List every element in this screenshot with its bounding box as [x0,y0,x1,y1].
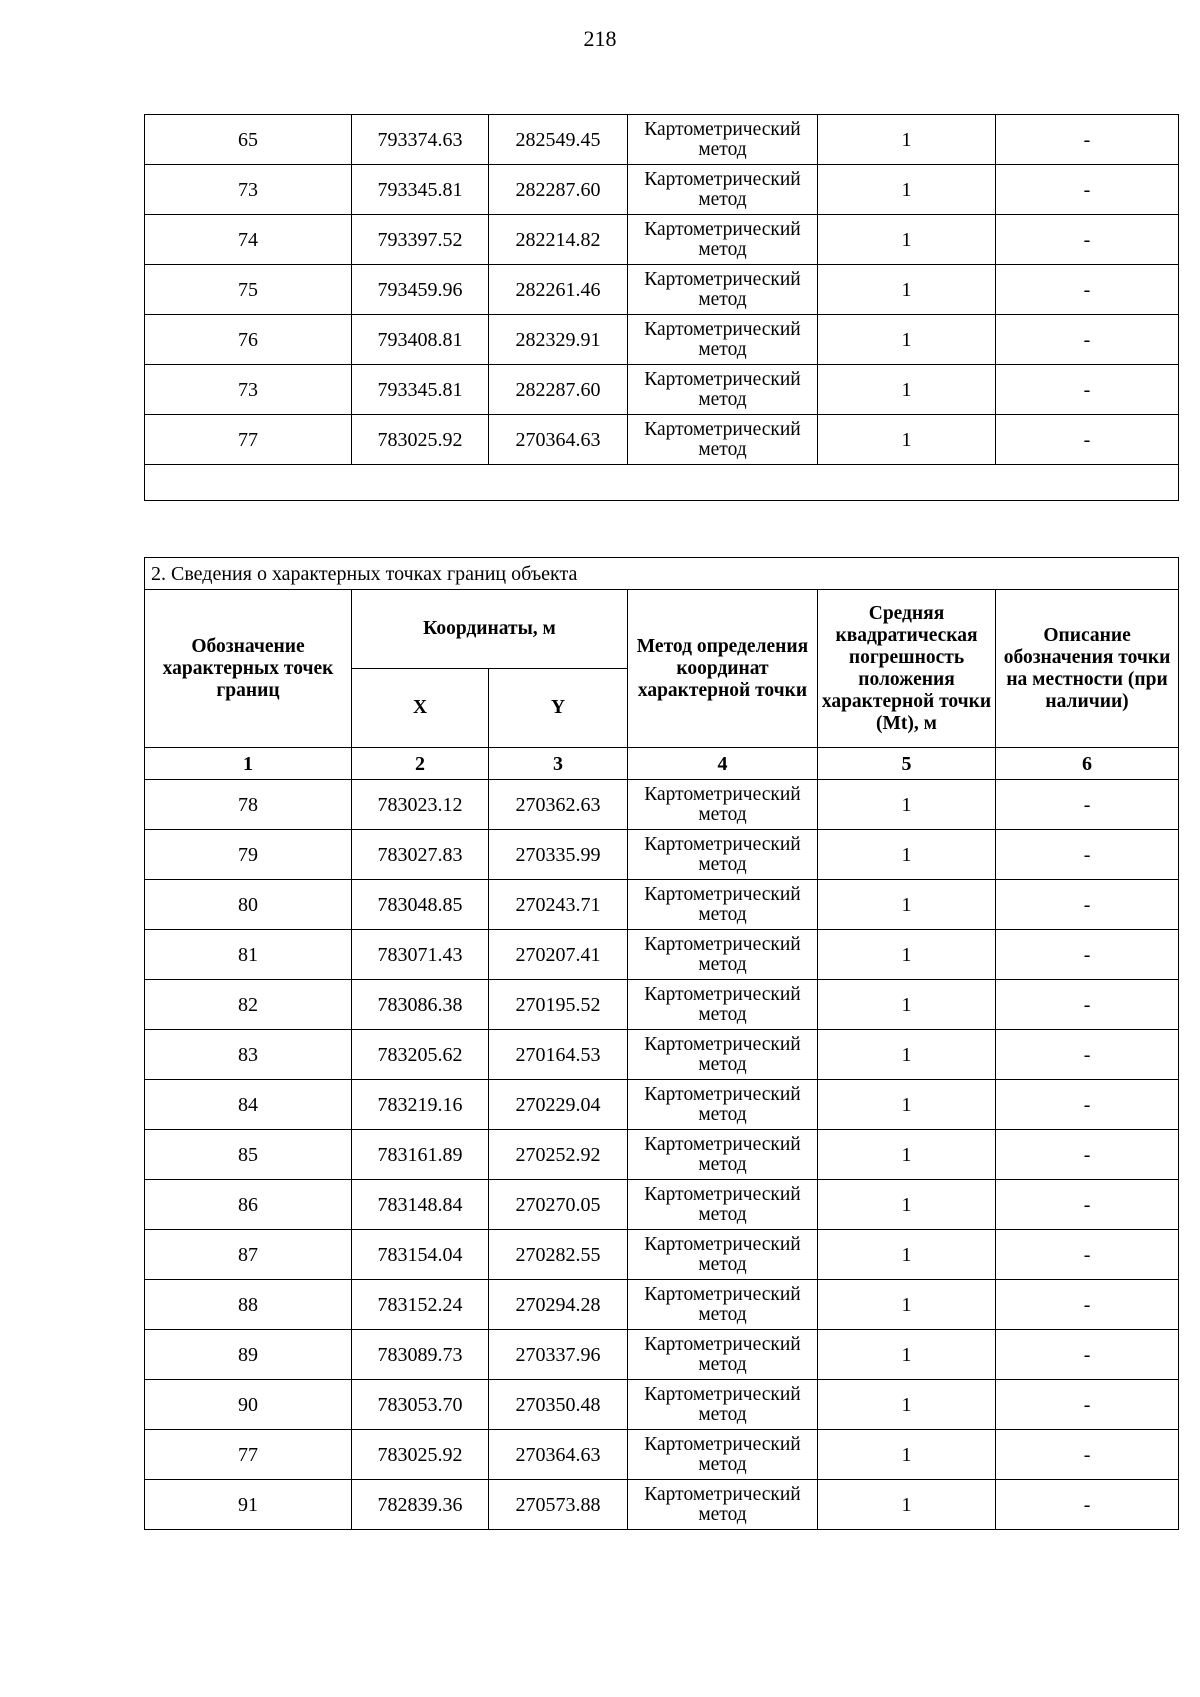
mt-cell: 1 [818,1230,996,1280]
column-number: 1 [145,748,352,780]
column-numbers-row [145,748,1179,780]
table-row [145,880,1179,930]
column-number: 5 [818,748,996,780]
point-cell: 90 [145,1380,352,1430]
x-cell: 783148.84 [352,1180,489,1230]
y-cell: 270337.96 [489,1330,628,1380]
method-cell: Картометрический метод [628,1230,818,1280]
point-cell: 80 [145,880,352,930]
description-cell: - [996,1380,1179,1430]
x-cell: 783219.16 [352,1080,489,1130]
method-cell: Картометрический метод [628,930,818,980]
x-cell: 783023.12 [352,780,489,830]
point-cell: 81 [145,930,352,980]
mt-cell: 1 [818,1130,996,1180]
method-cell: Картометрический метод [628,265,818,315]
table-row [145,930,1179,980]
table-row [145,415,1179,465]
method-cell: Картометрический метод [628,165,818,215]
point-cell: 84 [145,1080,352,1130]
x-cell: 783154.04 [352,1230,489,1280]
y-cell: 270362.63 [489,780,628,830]
point-cell: 85 [145,1130,352,1180]
header-description: Описание обозначения точки на местности (при наличии) [996,590,1179,748]
table-row [145,980,1179,1030]
x-cell: 793345.81 [352,365,489,415]
y-cell: 270282.55 [489,1230,628,1280]
x-cell: 793397.52 [352,215,489,265]
mt-cell: 1 [818,115,996,165]
y-cell: 270252.92 [489,1130,628,1180]
mt-cell: 1 [818,880,996,930]
method-cell: Картометрический метод [628,980,818,1030]
method-cell: Картометрический метод [628,215,818,265]
header-point: Обозначение характерных точек границ [145,590,352,748]
x-cell: 793459.96 [352,265,489,315]
x-cell: 783048.85 [352,880,489,930]
description-cell: - [996,415,1179,465]
table-row [145,1480,1179,1530]
table-row [145,1030,1179,1080]
table-row [145,115,1179,165]
table-row [145,1080,1179,1130]
mt-cell: 1 [818,1430,996,1480]
method-cell: Картометрический метод [628,1430,818,1480]
mt-cell: 1 [818,365,996,415]
description-cell: - [996,315,1179,365]
y-cell: 282549.45 [489,115,628,165]
table-row [145,315,1179,365]
mt-cell: 1 [818,1030,996,1080]
description-cell: - [996,165,1179,215]
y-cell: 282261.46 [489,265,628,315]
x-cell: 783205.62 [352,1030,489,1080]
x-cell: 793408.81 [352,315,489,365]
column-number: 6 [996,748,1179,780]
characteristic-points-table [144,557,1179,1530]
empty-row [145,465,1179,501]
description-cell: - [996,980,1179,1030]
table-row [145,1380,1179,1430]
description-cell: - [996,1030,1179,1080]
y-cell: 282287.60 [489,165,628,215]
column-number: 4 [628,748,818,780]
mt-cell: 1 [818,415,996,465]
method-cell: Картометрический метод [628,1180,818,1230]
y-cell: 282329.91 [489,315,628,365]
x-cell: 783161.89 [352,1130,489,1180]
table-row [145,1130,1179,1180]
description-cell: - [996,930,1179,980]
method-cell: Картометрический метод [628,415,818,465]
y-cell: 282214.82 [489,215,628,265]
mt-cell: 1 [818,1380,996,1430]
point-cell: 89 [145,1330,352,1380]
table-row [145,1430,1179,1480]
description-cell: - [996,880,1179,930]
table-row [145,830,1179,880]
y-cell: 270364.63 [489,1430,628,1480]
point-cell: 79 [145,830,352,880]
y-cell: 270573.88 [489,1480,628,1530]
method-cell: Картометрический метод [628,1280,818,1330]
x-cell: 782839.36 [352,1480,489,1530]
point-cell: 73 [145,365,352,415]
method-cell: Картометрический метод [628,1380,818,1430]
description-cell: - [996,1080,1179,1130]
table-caption-row [145,558,1179,590]
point-cell: 82 [145,980,352,1030]
method-cell: Картометрический метод [628,1480,818,1530]
description-cell: - [996,365,1179,415]
point-cell: 86 [145,1180,352,1230]
mt-cell: 1 [818,215,996,265]
point-cell: 78 [145,780,352,830]
top-table-body [145,115,1179,465]
x-cell: 793345.81 [352,165,489,215]
coordinates-table-continued [144,114,1179,501]
header-coordinates: Координаты, м [352,590,628,669]
description-cell: - [996,1330,1179,1380]
table-row [145,265,1179,315]
y-cell: 270364.63 [489,415,628,465]
header-mt: Средняя квадратическая погрешность положения характерной точки (Mt), м [818,590,996,748]
empty-cell [145,465,1179,501]
header-x: X [352,669,489,748]
x-cell: 783025.92 [352,1430,489,1480]
table-row [145,1180,1179,1230]
table-row [145,1330,1179,1380]
description-cell: - [996,1480,1179,1530]
table-row [145,215,1179,265]
description-cell: - [996,115,1179,165]
method-cell: Картометрический метод [628,830,818,880]
x-cell: 783053.70 [352,1380,489,1430]
page-number: 218 [583,26,617,51]
description-cell: - [996,780,1179,830]
x-cell: 783027.83 [352,830,489,880]
description-cell: - [996,830,1179,880]
description-cell: - [996,215,1179,265]
x-cell: 783089.73 [352,1330,489,1380]
point-cell: 83 [145,1030,352,1080]
description-cell: - [996,1280,1179,1330]
column-number: 2 [352,748,489,780]
y-cell: 282287.60 [489,365,628,415]
x-cell: 783025.92 [352,415,489,465]
mt-cell: 1 [818,1480,996,1530]
y-cell: 270229.04 [489,1080,628,1130]
mt-cell: 1 [818,165,996,215]
mt-cell: 1 [818,1330,996,1380]
method-cell: Картометрический метод [628,1030,818,1080]
mt-cell: 1 [818,265,996,315]
point-cell: 91 [145,1480,352,1530]
method-cell: Картометрический метод [628,1330,818,1380]
point-cell: 87 [145,1230,352,1280]
table-row [145,1280,1179,1330]
mt-cell: 1 [818,780,996,830]
description-cell: - [996,1230,1179,1280]
point-cell: 77 [145,415,352,465]
point-cell: 65 [145,115,352,165]
header-y: Y [489,669,628,748]
x-cell: 783071.43 [352,930,489,980]
method-cell: Картометрический метод [628,115,818,165]
mt-cell: 1 [818,1180,996,1230]
y-cell: 270195.52 [489,980,628,1030]
table-row [145,165,1179,215]
header-row-1 [145,590,1179,669]
point-cell: 77 [145,1430,352,1480]
y-cell: 270294.28 [489,1280,628,1330]
method-cell: Картометрический метод [628,1080,818,1130]
method-cell: Картометрический метод [628,780,818,830]
x-cell: 783086.38 [352,980,489,1030]
y-cell: 270207.41 [489,930,628,980]
point-cell: 75 [145,265,352,315]
description-cell: - [996,265,1179,315]
method-cell: Картометрический метод [628,365,818,415]
header-method: Метод определения координат характерной точки [628,590,818,748]
point-cell: 88 [145,1280,352,1330]
mt-cell: 1 [818,1080,996,1130]
y-cell: 270335.99 [489,830,628,880]
y-cell: 270350.48 [489,1380,628,1430]
description-cell: - [996,1180,1179,1230]
mt-cell: 1 [818,830,996,880]
point-cell: 74 [145,215,352,265]
mt-cell: 1 [818,315,996,365]
bottom-table-body [145,780,1179,1530]
table-row [145,365,1179,415]
table-row [145,1230,1179,1280]
y-cell: 270270.05 [489,1180,628,1230]
table-row [145,780,1179,830]
point-cell: 76 [145,315,352,365]
table-caption: 2. Сведения о характерных точках границ объекта [145,558,1179,590]
x-cell: 793374.63 [352,115,489,165]
method-cell: Картометрический метод [628,315,818,365]
point-cell: 73 [145,165,352,215]
description-cell: - [996,1430,1179,1480]
mt-cell: 1 [818,1280,996,1330]
mt-cell: 1 [818,980,996,1030]
column-number: 3 [489,748,628,780]
method-cell: Картометрический метод [628,880,818,930]
x-cell: 783152.24 [352,1280,489,1330]
y-cell: 270243.71 [489,880,628,930]
y-cell: 270164.53 [489,1030,628,1080]
method-cell: Картометрический метод [628,1130,818,1180]
mt-cell: 1 [818,930,996,980]
description-cell: - [996,1130,1179,1180]
